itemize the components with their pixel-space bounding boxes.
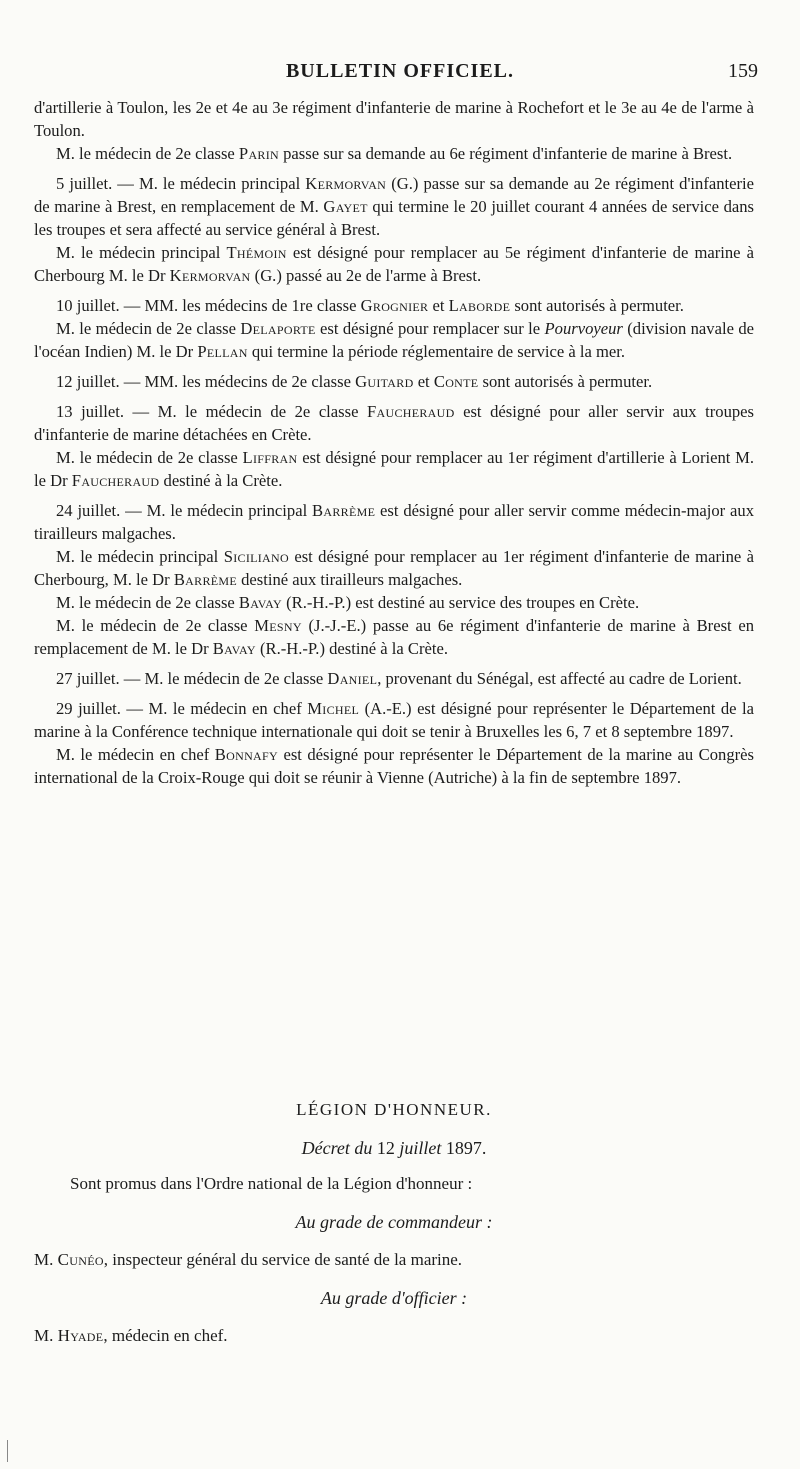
paragraph-text: et bbox=[428, 296, 449, 315]
person-name: Bavay bbox=[238, 593, 282, 612]
paragraph-text: est désigné pour remplacer au 1er régiment d'infanterie de marine à Cherbourg, M. le Dr bbox=[34, 547, 755, 589]
person-name: Conte bbox=[433, 372, 479, 391]
paragraph-text: et bbox=[413, 372, 434, 391]
decree-prefix: Décret du bbox=[301, 1138, 373, 1158]
paragraph-text: 24 juillet. — M. le médecin principal bbox=[56, 501, 313, 520]
scan-edge-mark bbox=[7, 1440, 8, 1462]
paragraph-text: (R.-H.-P.) est destiné au service des troupes en Crète. bbox=[281, 593, 640, 612]
paragraph-text: 10 juillet. — MM. les médecins de 1re classe bbox=[56, 296, 361, 315]
commander-description: , inspecteur général du service de santé de la marine. bbox=[103, 1250, 463, 1269]
person-name: Guitard bbox=[355, 372, 414, 391]
paragraph-text: M. le médecin principal bbox=[56, 547, 224, 566]
document-body bbox=[34, 96, 754, 789]
section-title: LÉGION D'HONNEUR. bbox=[296, 1100, 492, 1119]
paragraph-text: sont autorisés à permuter. bbox=[478, 372, 653, 391]
person-name: Delaporte bbox=[240, 319, 316, 338]
ship-name: Pourvoyeur bbox=[544, 319, 623, 338]
paragraph-text: est désigné pour remplacer au 5e régiment d'infanterie de marine à Cherbourg M. le Dr bbox=[34, 243, 754, 285]
person-name: Daniel bbox=[327, 669, 378, 688]
person-name: Pellan bbox=[197, 342, 248, 361]
grade-officer-heading: Au grade d'officier : bbox=[320, 1288, 468, 1308]
paragraph bbox=[34, 446, 754, 492]
paragraph-text: (G.) passe sur sa demande au 2e régiment d'infanterie de marine à Brest, en remplacement de M. bbox=[34, 174, 755, 216]
paragraph bbox=[34, 667, 754, 690]
person-name: Gayet bbox=[323, 197, 368, 216]
page-header bbox=[40, 60, 760, 90]
paragraph bbox=[34, 400, 754, 446]
paragraph-text: (A.-E.) est désigné pour représenter le Département de la marine à la Conférence technique internationale qui doit se tenir à Bruxelles les 6, 7 et 8 septembre 1897. bbox=[34, 699, 754, 741]
commander-name: Cunéo bbox=[57, 1250, 104, 1269]
paragraph bbox=[34, 697, 754, 743]
paragraph-text: M. le médecin en chef bbox=[56, 745, 215, 764]
paragraph bbox=[34, 370, 754, 393]
person-name: Kermorvan bbox=[305, 174, 387, 193]
person-name: Faucheraud bbox=[71, 471, 160, 490]
paragraph bbox=[34, 743, 754, 789]
person-name: Faucheraud bbox=[366, 402, 455, 421]
paragraph-text: (J.-J.-E.) passe au 6e régiment d'infanterie de marine à Brest en remplacement de M. le Dr bbox=[34, 616, 755, 658]
paragraph-text: qui termine le 20 juillet courant 4 années de service dans les troupes et sera affecté au service général à Brest. bbox=[34, 197, 754, 239]
person-name: Kermorvan bbox=[169, 266, 251, 285]
paragraph bbox=[34, 545, 754, 591]
paragraph-text: M. le médecin de 2e classe bbox=[56, 144, 239, 163]
person-name: Barrème bbox=[173, 570, 237, 589]
paragraph-text: M. le médecin de 2e classe bbox=[56, 448, 243, 467]
paragraph-text: 5 juillet. — M. le médecin principal bbox=[56, 174, 306, 193]
paragraph bbox=[34, 241, 754, 287]
paragraph-text: passe sur sa demande au 6e régiment d'infanterie de marine à Brest. bbox=[278, 144, 733, 163]
paragraph bbox=[34, 142, 754, 165]
person-name: Mesny bbox=[254, 616, 302, 635]
paragraph bbox=[34, 96, 754, 142]
paragraph-text: , provenant du Sénégal, est affecté au cadre de Lorient. bbox=[377, 669, 742, 688]
paragraph-text: 12 juillet. — MM. les médecins de 2e classe bbox=[56, 372, 356, 391]
person-name: Laborde bbox=[448, 296, 511, 315]
commander-prefix: M. bbox=[34, 1250, 54, 1269]
promotion-line: Sont promus dans l'Ordre national de la Légion d'honneur : bbox=[70, 1174, 473, 1193]
paragraph-text: qui termine la période réglementaire de service à la mer. bbox=[247, 342, 626, 361]
paragraph-text: M. le médecin de 2e classe bbox=[56, 616, 255, 635]
page-number: 159 bbox=[728, 60, 758, 82]
person-name: Bavay bbox=[212, 639, 256, 658]
officer-entry bbox=[34, 1324, 754, 1348]
officer-description: , médecin en chef. bbox=[103, 1326, 228, 1345]
paragraph bbox=[34, 591, 754, 614]
paragraph-text: M. le médecin de 2e classe bbox=[56, 319, 241, 338]
paragraph-text: (R.-H.-P.) destiné à la Crète. bbox=[255, 639, 448, 658]
decree-line bbox=[34, 1136, 754, 1160]
paragraph-text: sont autorisés à permuter. bbox=[510, 296, 684, 315]
paragraph bbox=[34, 499, 754, 545]
decree-month: juillet bbox=[399, 1138, 442, 1158]
paragraph-text: est désigné pour aller servir comme médecin-major aux tirailleurs malgaches. bbox=[34, 501, 754, 543]
header-title: BULLETIN OFFICIEL. bbox=[285, 60, 515, 82]
person-name: Barrème bbox=[312, 501, 376, 520]
paragraph-text: M. le médecin de 2e classe bbox=[56, 593, 239, 612]
paragraph bbox=[34, 317, 754, 363]
paragraph-text: est désigné pour aller servir aux troupes d'infanterie de marine détachées en Crète. bbox=[34, 402, 754, 444]
paragraph-text: 27 juillet. — M. le médecin de 2e classe bbox=[56, 669, 328, 688]
paragraph-text: d'artillerie à Toulon, les 2e et 4e au 3e régiment d'infanterie de marine à Rochefort et le 3e au 4e de l'arme à Toulon. bbox=[34, 98, 754, 140]
decree-year: 1897. bbox=[445, 1138, 487, 1158]
decree-day: 12 bbox=[376, 1138, 395, 1158]
legion-section bbox=[34, 1098, 754, 1348]
paragraph-text: (G.) passé au 2e de l'arme à Brest. bbox=[250, 266, 482, 285]
person-name: Michel bbox=[307, 699, 360, 718]
officer-name: Hyade bbox=[57, 1326, 104, 1345]
paragraph-text: 13 juillet. — M. le médecin de 2e classe bbox=[56, 402, 367, 421]
paragraph bbox=[34, 294, 754, 317]
commander-entry bbox=[34, 1248, 754, 1272]
paragraph-text: 29 juillet. — M. le médecin en chef bbox=[56, 699, 308, 718]
paragraph-text: est désigné pour représenter le Département de la marine au Congrès international de la Croix-Rouge qui doit se réunir à Vienne (Autriche) à la fin de septembre 1897. bbox=[34, 745, 754, 787]
paragraph-text: est désigné pour remplacer au 1er régiment d'artillerie à Lorient M. le Dr bbox=[34, 448, 755, 490]
person-name: Siciliano bbox=[223, 547, 289, 566]
paragraph-text: destiné à la Crète. bbox=[159, 471, 283, 490]
paragraph-text: destiné aux tirailleurs malgaches. bbox=[236, 570, 463, 589]
paragraph bbox=[34, 172, 754, 241]
person-name: Liffran bbox=[242, 448, 298, 467]
officer-prefix: M. bbox=[34, 1326, 54, 1345]
person-name: Grognier bbox=[360, 296, 429, 315]
grade-commander-heading: Au grade de commandeur : bbox=[295, 1212, 493, 1232]
person-name: Parin bbox=[238, 144, 279, 163]
paragraph-text: M. le médecin principal bbox=[56, 243, 227, 262]
paragraph-text: (division navale de l'océan Indien) M. le Dr bbox=[34, 319, 754, 361]
person-name: Thémoin bbox=[226, 243, 287, 262]
person-name: Bonnafy bbox=[214, 745, 278, 764]
paragraph-text: est désigné pour remplacer sur le bbox=[315, 319, 545, 338]
paragraph bbox=[34, 614, 754, 660]
